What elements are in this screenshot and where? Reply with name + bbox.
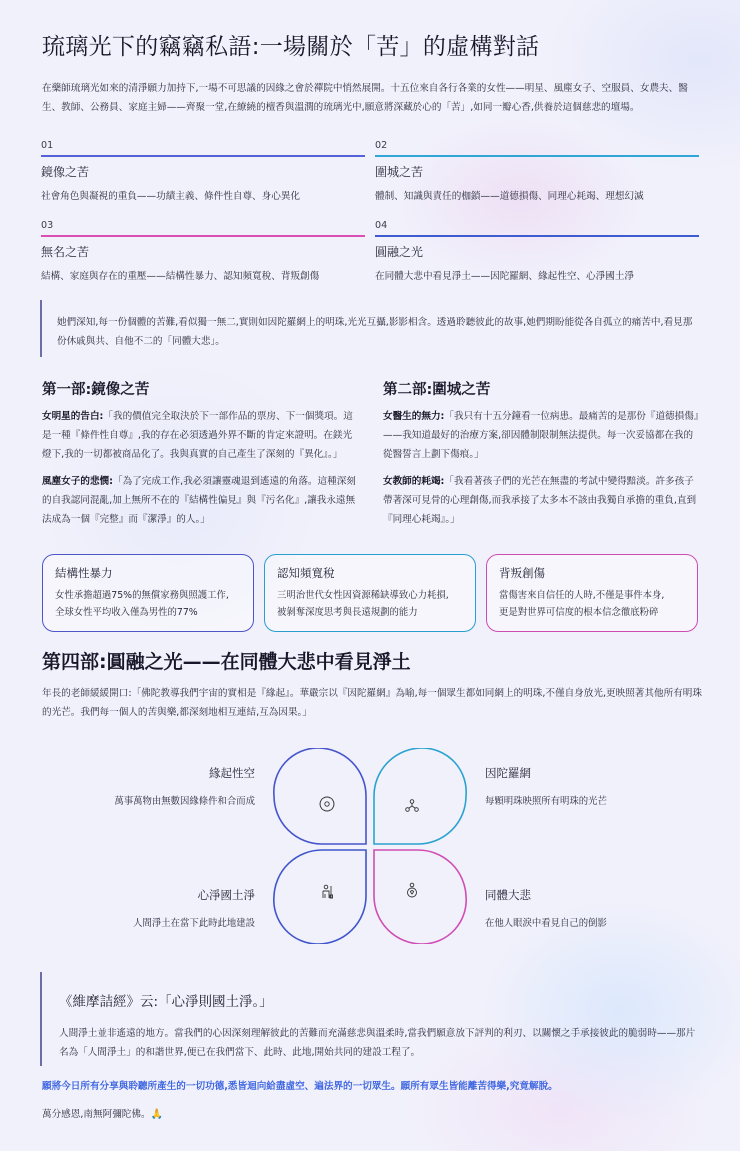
petal-indra-net: [374, 748, 466, 844]
flower-icon: [320, 797, 334, 811]
toc-divider: [375, 155, 699, 157]
card-title: 認知頻寬稅: [277, 566, 335, 580]
card-title: 背叛創傷: [499, 566, 545, 580]
dedication-text: 願將今日所有分享與聆聽所產生的一切功德,悉皆迴向給盡虛空、遍法界的一切眾生。願所有眾生皆能離苦得樂,究竟解脫。: [42, 1081, 558, 1092]
toc-number: 04: [375, 220, 388, 231]
toc-number: 01: [41, 140, 54, 151]
petal-description: 每顆明珠映照所有明珠的光芒: [485, 796, 607, 807]
toc-name: 圍城之苦: [375, 165, 424, 179]
toc-description: 在同體大悲中看見淨土——因陀羅網、緣起性空、心淨國土淨: [375, 271, 635, 282]
closing-thanks: [42, 1106, 163, 1120]
part1-title: 第一部:鏡像之苦: [42, 382, 150, 398]
toc-name: 無名之苦: [41, 245, 90, 259]
testimony-text: 「我的價值完全取決於下一部作品的票房、下一個獎項。這是一種『條件性自尊』,我的存在必須透過外界不斷的肯定來證明。在鎂光燈下,我的一切都被商品化了。我與真實的自己產生了深刻的『異化』。」: [42, 411, 353, 460]
petal-label: 心淨國土淨: [197, 888, 255, 902]
card-line: 當傷害來自信任的人時,不僅是事件本身,: [499, 590, 665, 601]
toc-number: 03: [41, 220, 54, 231]
toc-name: 鏡像之苦: [41, 165, 90, 179]
part1-section: [42, 378, 360, 529]
toc-divider: [41, 155, 365, 157]
speaker-label: 女明星的告白:: [42, 411, 104, 422]
testimony-text: 「我只有十五分鐘看一位病患。最痛苦的是那份『道德損傷』——我知道最好的治療方案,卻因體制限制無法提供。每一次妥協都在我的從醫誓言上劃下傷痕。」: [383, 411, 699, 460]
petal-pure-land: [274, 850, 366, 944]
card-title: 結構性暴力: [55, 566, 113, 580]
part2-section: [383, 378, 701, 529]
card-line: 女性承擔超過75%的無償家務與照護工作,: [55, 590, 229, 601]
card-structural-violence: [42, 554, 254, 632]
petal-great-compassion: [374, 850, 466, 944]
part2-paragraph-2: [383, 472, 701, 529]
speaker-label: 女教師的耗竭:: [383, 476, 445, 487]
card-line: 更是對世界可信度的根本信念徹底粉碎: [499, 607, 659, 618]
intro-quote-text: 她們深知,每一份個體的苦難,看似獨一無二,實則如因陀羅網上的明珠,光光互攝,影影相含。透過聆聽彼此的故事,她們期盼能從各自孤立的痛苦中,看見那份休戚與共、自他不二的「同體大悲」。: [57, 317, 693, 347]
card-line: 全球女性平均收入僅為男性的77%: [55, 607, 198, 618]
page-title: 琉璃光下的竊竊私語:一場關於「苦」的虛構對話: [42, 34, 540, 60]
toc-item-1: [41, 140, 365, 202]
petal-description: 在他人眼淚中看見自己的倒影: [485, 918, 607, 929]
petal-label-great-compassion: [485, 887, 685, 929]
part1-paragraph-1: [42, 407, 360, 464]
testimony-text: 「我看著孩子們的光芒在無盡的考試中變得黯淡。許多孩子帶著深可見骨的心理創傷,而我承接了太多本不該由我獨自承擔的重負,直到『同理心耗竭』。」: [383, 476, 697, 525]
part1-paragraph-2: [42, 472, 360, 529]
toc-item-4: [375, 220, 699, 282]
part2-paragraph-1: [383, 407, 701, 464]
toc-divider: [375, 235, 699, 237]
card-betrayal-trauma: [486, 554, 698, 632]
toc-item-2: [375, 140, 699, 202]
card-text: [277, 587, 463, 621]
card-cognitive-bandwidth-tax: [264, 554, 476, 632]
petal-label-indra-net: [485, 765, 685, 807]
petal-description: 人間淨土在當下此時此地建設: [133, 918, 255, 929]
part4-title: 第四部:圓融之光——在同體大悲中看見淨土: [42, 651, 411, 673]
sutra-text: 人間淨土並非遙遠的地方。當我們的心因深刻理解彼此的苦難而充滿慈悲與溫柔時,當我們願意放下評判的利刃、以關懷之手承接彼此的脆弱時——那片名為「人間淨土」的和諧世界,便已在我們當下、此時、此地,開始共同的建設工程了。: [59, 1028, 696, 1058]
card-line: 三明治世代女性因資源稀缺導致心力耗損,: [277, 590, 449, 601]
toc-description: 結構、家庭與存在的重壓——結構性暴力、認知頻寬稅、背叛創傷: [41, 271, 320, 282]
petal-label: 因陀羅網: [485, 766, 531, 780]
petal-label: 緣起性空: [209, 766, 255, 780]
petal-label-dependent-origination: [60, 765, 255, 807]
toc-item-3: [41, 220, 365, 282]
four-petal-diagram: [270, 748, 470, 944]
part2-title: 第二部:圍城之苦: [383, 382, 491, 398]
intro-paragraph: 在藥師琉璃光如來的清淨願力加持下,一場不可思議的因緣之會於禪院中悄然展開。十五位來自各行各業的女性——明星、風塵女子、空服員、女農夫、醫生、教師、公務員、家庭主婦——齊聚一堂,在繚繞的檀香與溫潤的琉璃光中,願意將深藏於心的「苦」,如同一瓣心香,供養於這個慈悲的壇場。: [42, 83, 688, 113]
part4-paragraph: 年長的老師緩緩開口:「佛陀教導我們宇宙的實相是『緣起』。華嚴宗以『因陀羅網』為喻,每一個眾生都如同網上的明珠,不僅自身放光,更映照著其他所有明珠的光芒。我們每一個人的苦與樂,都深刻地相互連結,互為因果。」: [42, 688, 702, 718]
toc-description: 體制、知識與責任的枷鎖——道德損傷、同理心耗竭、理想幻滅: [375, 191, 644, 202]
toc-number: 02: [375, 140, 388, 151]
praying-hands-icon: 🙏: [150, 1109, 164, 1120]
testimony-text: 「為了完成工作,我必須讓靈魂退到遙遠的角落。這種深刻的自我認同混亂,加上無所不在的『結構性偏見』與『污名化』,讓我永遠無法成為一個『完整』而『潔淨』的人。」: [42, 476, 356, 525]
petal-label-pure-land: [60, 887, 255, 929]
sutra-quote-block: [40, 972, 700, 1066]
speaker-label: 風塵女子的悲憫:: [42, 476, 113, 487]
intro-quote-block: [40, 300, 700, 357]
card-text: [55, 587, 241, 621]
worker-icon: [323, 885, 333, 898]
compassion-icon: [408, 883, 417, 897]
thanks-text: 萬分感恩,南無阿彌陀佛。: [42, 1109, 151, 1120]
petal-dependent-origination: [274, 748, 366, 844]
speaker-label: 女醫生的無力:: [383, 411, 445, 422]
sutra-title: 《維摩詰經》云:「心淨則國土淨。」: [59, 994, 273, 1010]
petal-description: 萬事萬物由無數因緣條件和合而成: [114, 796, 255, 807]
toc-divider: [41, 235, 365, 237]
toc-description: 社會角色與凝視的重負——功績主義、條件性自尊、身心異化: [41, 191, 301, 202]
card-text: [499, 587, 685, 621]
petal-label: 同體大悲: [485, 888, 531, 902]
card-line: 被剝奪深度思考與長遠規劃的能力: [277, 607, 418, 618]
network-icon: [406, 800, 419, 812]
toc-name: 圓融之光: [375, 245, 424, 259]
